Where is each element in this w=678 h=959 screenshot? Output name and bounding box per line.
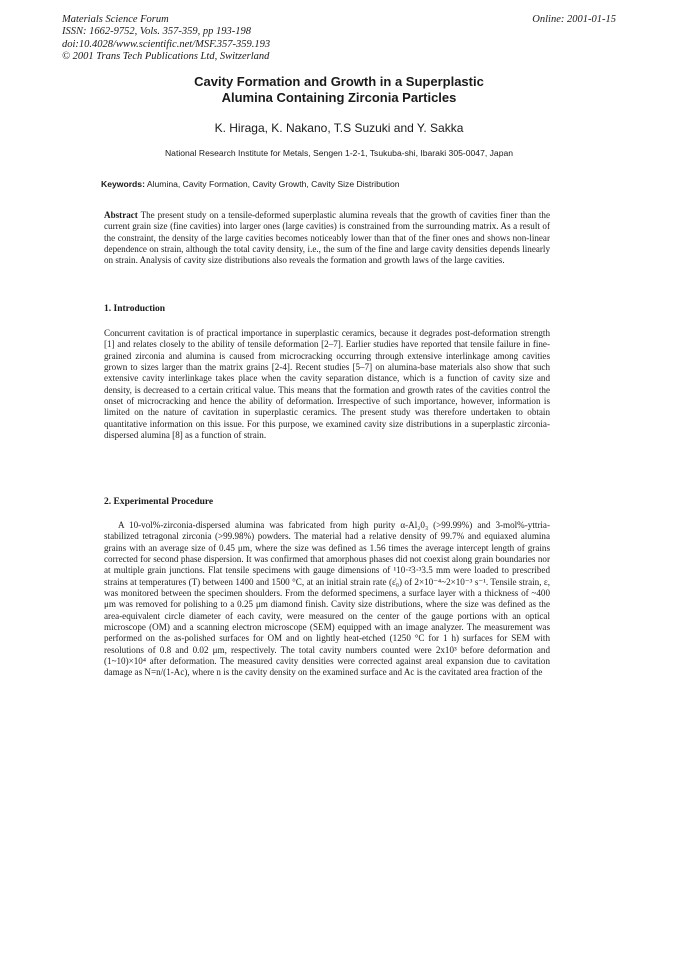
online-date: Online: 2001-01-15 bbox=[532, 14, 616, 25]
journal-header bbox=[62, 14, 442, 64]
copyright-line: © 2001 Trans Tech Publications Ltd, Switzerland bbox=[62, 51, 270, 63]
abstract-label: Abstract bbox=[104, 210, 138, 220]
abstract-text: The present study on a tensile-deformed superplastic alumina reveals that the growth of cavities finer than the current grain size (fine cavities) into larger ones (large cavities) is constrained from the surrounding matrix. As a result of the constraint, the density of the large cavities becomes noticeably lower than that of the finer ones and shows non-linear dependence on strain, although the total cavity density, i.e., the sum of the fine and large cavity densities depends linearly on strain. Analysis of cavity size distributions also reveals the formation and growth laws of the large cavities. bbox=[104, 210, 550, 266]
abstract bbox=[104, 210, 550, 267]
paper-title bbox=[100, 74, 578, 106]
title-line-1: Cavity Formation and Growth in a Superplastic bbox=[194, 74, 484, 89]
issn-line: ISSN: 1662-9752, Vols. 357-359, pp 193-198 bbox=[62, 26, 251, 38]
keywords-text: Alumina, Cavity Formation, Cavity Growth, Cavity Size Distribution bbox=[146, 179, 400, 189]
doi-line: doi:10.4028/www.scientific.net/MSF.357-359.193 bbox=[62, 38, 271, 50]
section-heading-experimental: 2. Experimental Procedure bbox=[104, 497, 214, 507]
section-heading-introduction: 1. Introduction bbox=[104, 304, 166, 314]
affiliation: National Research Institute for Metals, Sengen 1-2-1, Tsukuba-shi, Ibaraki 305-0047, Japan bbox=[164, 148, 514, 158]
introduction-text: Concurrent cavitation is of practical importance in superplastic ceramics, because it degrades post-deformation strength [1] and relates closely to the ability of tensile deformation [2–7]. Earlier studies have reported that tensile failure in fine-grained zirconia and alumina is caused from microcracking occurring through extensive interlinkage among cavities grown to sizes larger than the matrix grains [2-4]. Recent studies [5–7] on alumina-base materials also show that such extensive cavity interlinkage takes place when the cavity separation distance, which is a function of cavity size and density, is decreased to a certain critical value. This means that the formation and growth rates of the cavities control the onset of microcracking and hence the ability of deformation. Irrespective of such importance, however, information is limited on the nature of cavitation in superplastic ceramics. The present study was therefore undertaken to obtain quantitative information on this issue. For this purpose, we examined cavity size distributions in a superplastic zirconia-dispersed alumina [8] as a function of strain. bbox=[104, 328, 550, 441]
author-list: K. Hiraga, K. Nakano, T.S Suzuki and Y. Sakka bbox=[214, 121, 464, 135]
title-line-2: Alumina Containing Zirconia Particles bbox=[221, 90, 457, 105]
journal-name: Materials Science Forum bbox=[62, 14, 169, 25]
experimental-text: A 10-vol%-zirconia-dispersed alumina was fabricated from high purity α-Al₂0₃ (>99.99%) and 3-mol%-yttria-stabilized tetragonal zirconia (>99.98%) powders. The material had a relative density of 99.7% and equiaxed alumina grains with an average size of 0.45 μm, where the size was defined as 1.56 times the average intercept length of grains corrected for second phase dispersion. It was confirmed that amorphous phases did not coexist along grain boundaries nor at multiple grain junctions. Flat tensile specimens with gauge dimensions of ¹10·²3·³3.5 mm were loaded to prescribed strains at temperatures (T) between 1400 and 1500 °C, at an initial strain rate (ε̇₀) of 2×10⁻⁴~2×10⁻³ s⁻¹. Tensile strain, ε, was monitored between the specimen shoulders. From the deformed specimens, a surface layer with a thickness of ~400 μm was removed for polishing to a 0.25 μm diamond finish. Cavity size distributions, where the size was defined as the area-equivalent circle diameter of each cavity, were measured on the center of the gauge portions with an optical microscope (OM) and a scanning electron microscope (SEM) equipped with an image analyzer. The measurement was performed on the as-polished surfaces for OM and on lightly heat-etched (1250 °C for 1 h) surfaces for SEM with resolutions of 0.8 and 0.02 μm, respectively. The total cavity numbers counted were 2x10³ before deformation and (1~10)×10⁴ after deformation. The measured cavity densities were corrected against areal expansion due to cavitation damage as N=n/(1-Ac), where n is the cavity density on the examined surface and Ac is the cavitated area fraction of the bbox=[104, 520, 550, 678]
keywords-label: Keywords: bbox=[101, 179, 145, 189]
keywords-line bbox=[101, 179, 581, 189]
